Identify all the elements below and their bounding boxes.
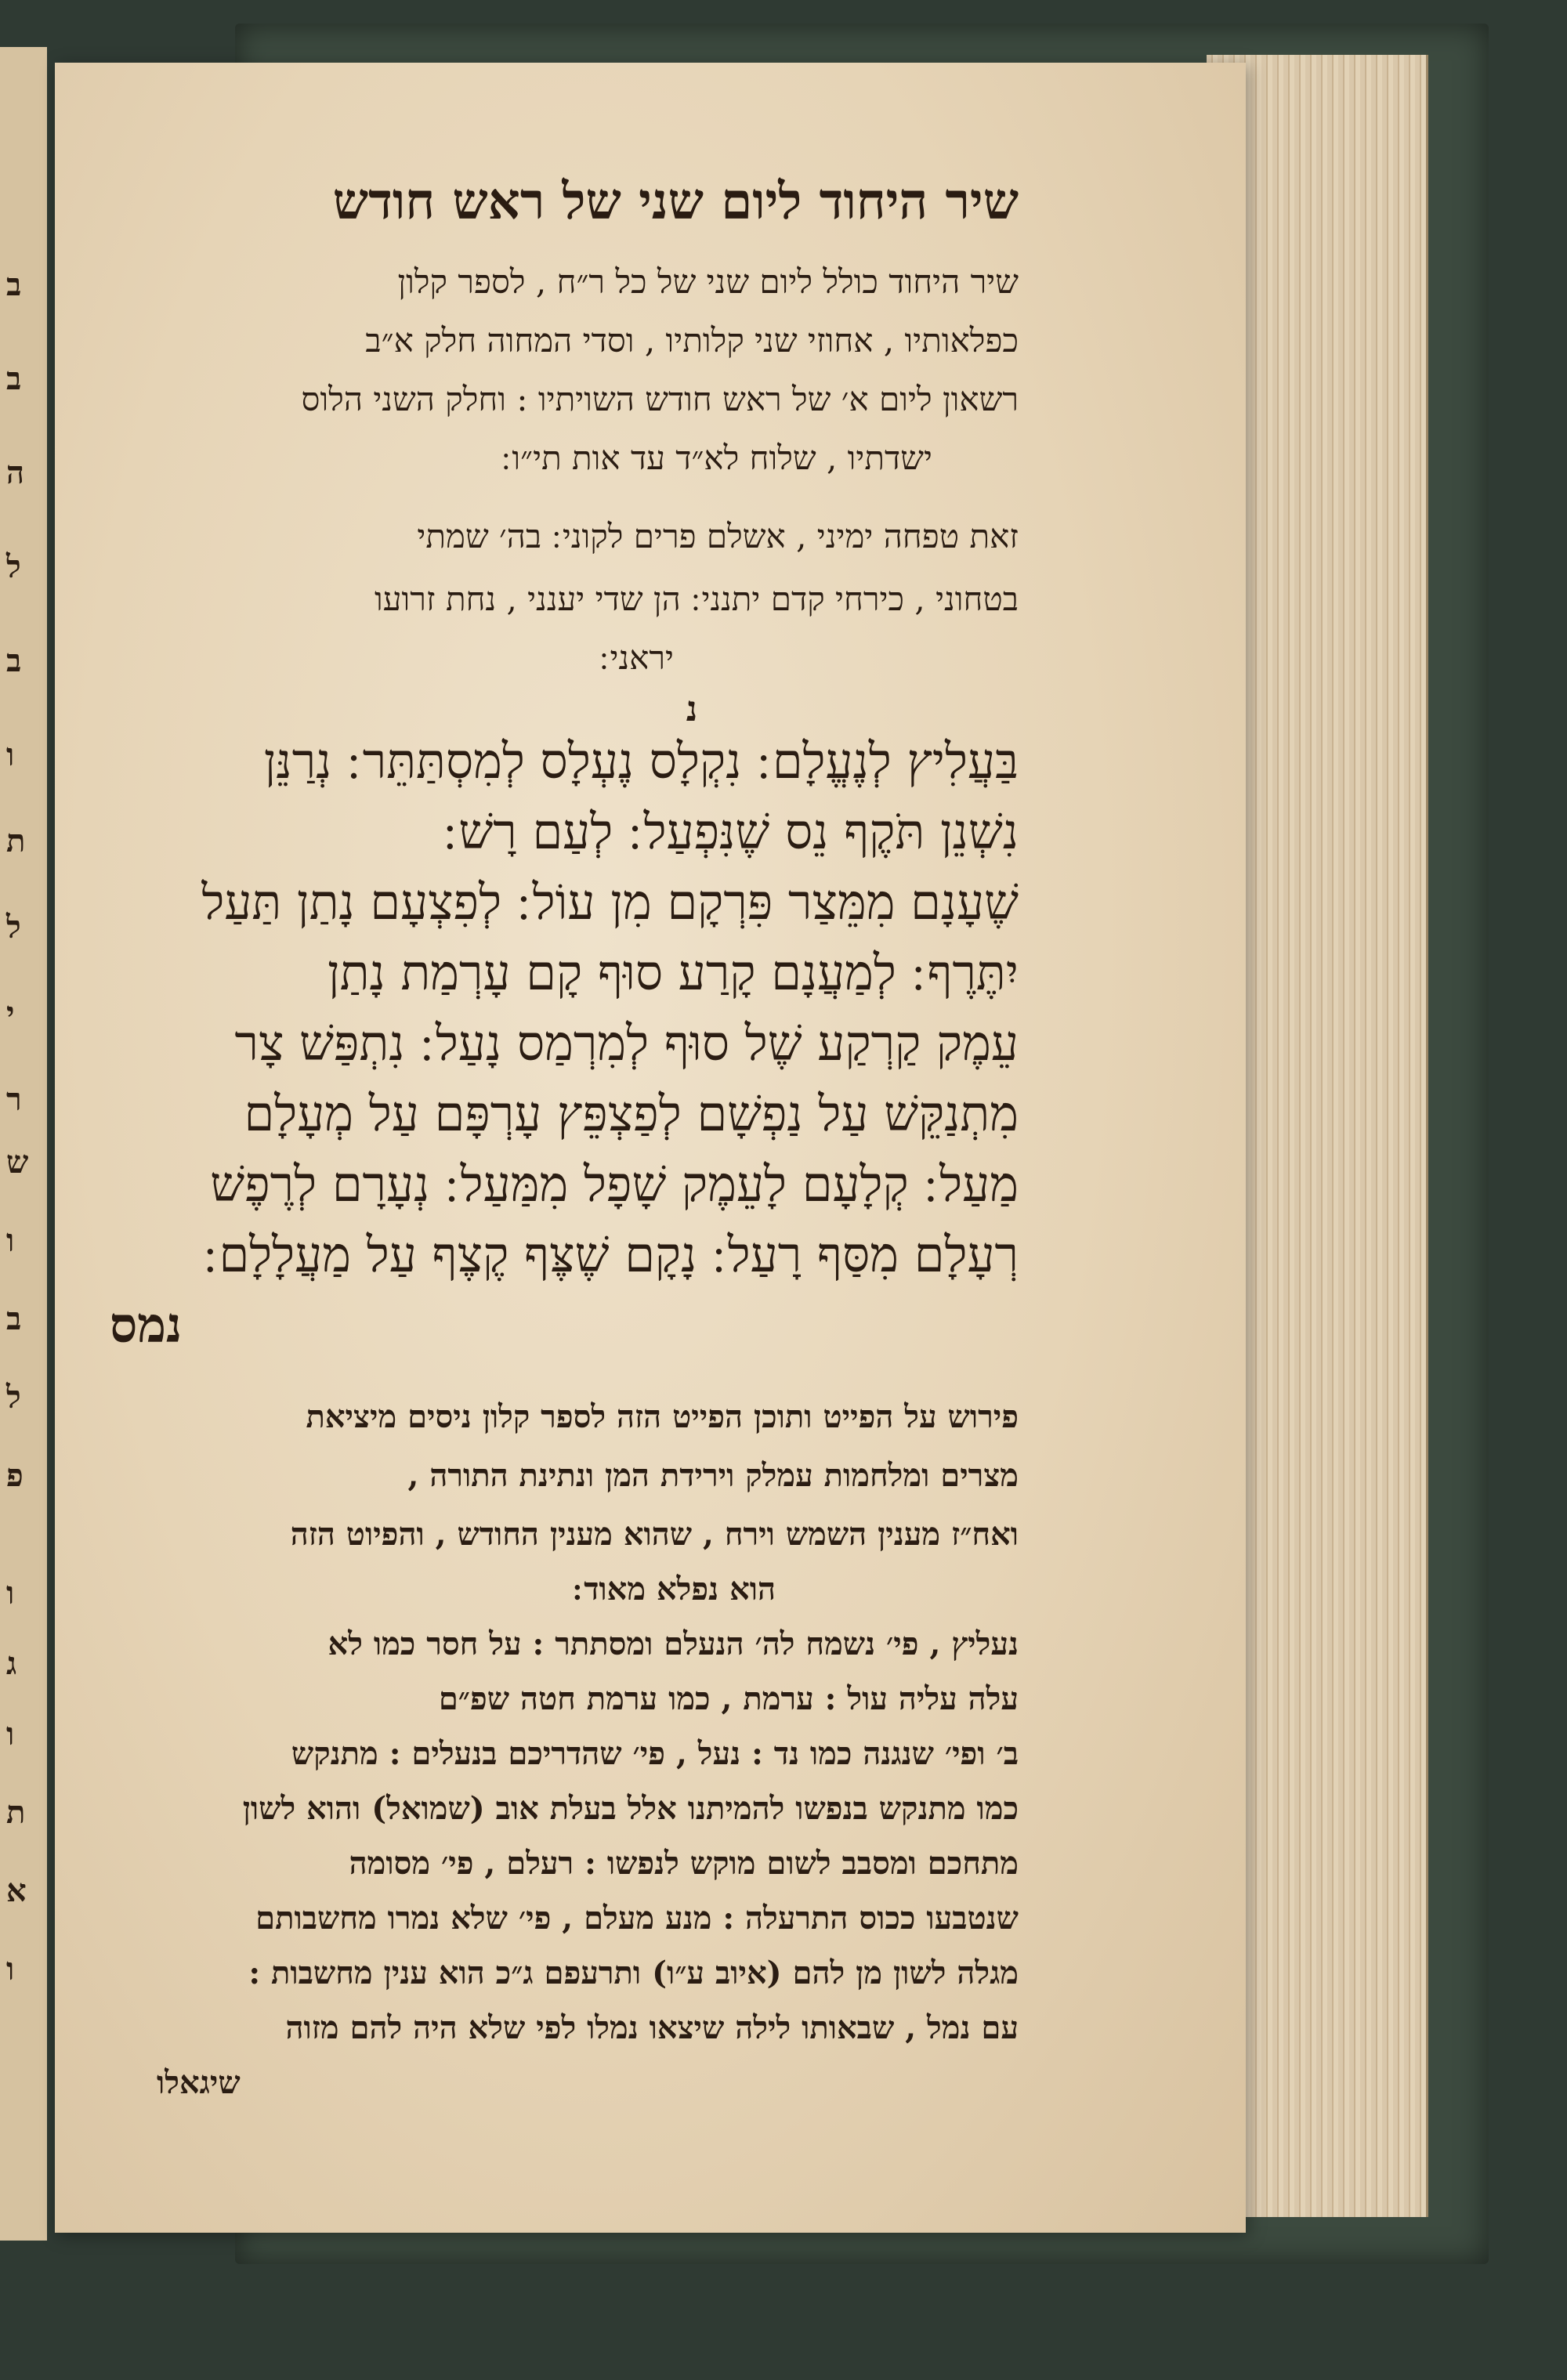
commentary-line: עלה עליה עול : ערמת , כמו ערמת חטה שפ״ם [438, 1680, 1019, 1717]
commentary-line: ב׳ ופי׳ שנגנה כמו נד : נעל , פי׳ שהדריכם בנעלים : מתנקש [291, 1735, 1019, 1772]
commentary-line: כמו מתנקש בנפשו להמיתנו אלל בעלת אוב (שמואל) והוא לשון [242, 1790, 1019, 1827]
intro-line: שיר היחוד כולל ליום שני של כל ר״ח , לספר קלון [397, 262, 1019, 301]
intro-line: רשאון ליום א׳ של ראש חודש השויתיו : וחלק השני הלוס [301, 380, 1019, 418]
commentary-line: ואח״ז מענין השמש וירח , שהוא מענין החודש , והפיוט הזה [290, 1516, 1019, 1553]
facing-page-letter: ב [6, 266, 22, 303]
poem-line: נִשְׁנֵן תֹּקֶף נֵס שֶׁנִּפְעַל ׃ לְעַם רָשׁ ׃ [443, 803, 1019, 860]
book-page [55, 63, 1246, 2233]
facing-page-letter: ל [6, 1379, 21, 1416]
poem-line-first: בַּעֲלִיץ לְנֶעֱלָם ׃ נִקְלָס נֶעְלָס לְמִסְתַּתֵּר ׃ נְרַנֵּן [263, 732, 1019, 790]
section-mark: נ [686, 689, 697, 729]
page-heading: שיר היחוד ליום שני של ראש חודש [332, 172, 1019, 231]
facing-page-letter: ת [6, 823, 26, 859]
prayer-line: זאת טפחה ימיני , אשלם פרים לקוני ׃ בה׳ שמתי [417, 517, 1019, 555]
prayer-line: בטחוני , כירחי קדם יתנני ׃ הן שדי יענני , נחת זרועו [375, 580, 1019, 618]
prayer-line: יראני ׃ [599, 638, 674, 677]
poem-line: מִתְנַקֵּשׁ עַל נַפְשָׁם לְפַצְפֵּץ עָרְפָּם עַל מְעָלָם [244, 1085, 1019, 1142]
facing-page-letter: ו [6, 1951, 15, 1988]
commentary-line: נעליץ , פי׳ נשמח לה׳ הנעלם ומסתתר : על חסר כמו לא [328, 1626, 1019, 1662]
facing-page-letter: י [6, 995, 15, 1032]
facing-page-letter: ב [6, 1300, 22, 1337]
facing-page-letter: ה [6, 454, 25, 491]
facing-page-letter: ו [6, 1716, 15, 1752]
facing-page-letter: ב [6, 642, 22, 679]
commentary-line: מצרים ומלחמות עמלק וירידת המן ונתינת התורה , [407, 1457, 1019, 1494]
facing-page-edge [0, 47, 47, 2241]
commentary-line: שנטבעו ככוס התרעלה : מנע מעלם , פי׳ שלא נמרו מחשבותם [255, 1900, 1019, 1937]
facing-page-letter: ו [6, 1222, 15, 1259]
facing-page-letter: פ [6, 1457, 24, 1494]
commentary-line: הוא נפלא מאוד ׃ [573, 1571, 776, 1608]
facing-page-letter: ל [6, 909, 21, 946]
facing-page-letter: ר [6, 1081, 22, 1118]
commentary-line: מתחכם ומסבב לשום מוקש לנפשו : רעלם , פי׳ מסומה [349, 1845, 1019, 1882]
poem-line: יִתֶּרֶף ׃ לְמַעֲנָם קָרַע סוּף קָם עָרְמַת נָתַן [327, 944, 1019, 1001]
poem-line: מַעַל ׃ קְלָעָם לָעֵמֶק שָׁפָל מִמַּעַל ׃ נְעָרָם לְרֶפֶשׁ [210, 1156, 1019, 1213]
commentary-line: פירוש על הפייט ותוכן הפייט הזה לספר קלון ניסים מיציאת [306, 1398, 1019, 1435]
commentary-line: מגלה לשון מן להם (איוב ע״ו) ותרעפם ג״כ הוא ענין מחשבות : [248, 1955, 1019, 1991]
facing-page-letter: ל [6, 548, 21, 585]
intro-line: כפלאותיו , אחוזי שני קלותיו , וסדי המחוה חלק א״ב [365, 321, 1019, 360]
commentary-line: עם נמל , שבאותו לילה שיצאו נמלו לפי שלא היה להם מזוה [285, 2009, 1019, 2046]
facing-page-letter: ג [6, 1645, 17, 1682]
poem-line: עֵמֶק קַרְקַע שֶׁל סוּף לְמִרְמַס נָעַל ׃ נִתְפַּשׁ צָר [234, 1015, 1019, 1072]
facing-page-letter: ו [6, 736, 15, 773]
catchword: נמס [110, 1297, 183, 1354]
facing-page-letter: ו [6, 1575, 15, 1611]
commentary-line: שיגאלו [157, 2064, 241, 2101]
intro-line: ישדתיו , שלוח לא״ד עד אות תי״ו ׃ [501, 439, 932, 477]
poem-line: רְעָלָם מִסַּף רָעַל ׃ נָקָם שֶׁצֶּף קֶצֶף עַל מַעֲלָלָם ׃ [203, 1226, 1019, 1283]
facing-page-letter: ב [6, 360, 22, 397]
facing-page-letter: א [6, 1872, 27, 1909]
facing-page-letter: ת [6, 1794, 26, 1831]
facing-page-letter: ש [6, 1144, 29, 1181]
poem-line: שֶׁעָנָם מִמֵּצַר פִּרְקָם מִן עוֹל ׃ לְפִצְעָם נָתַן תַּעַל [201, 874, 1019, 931]
